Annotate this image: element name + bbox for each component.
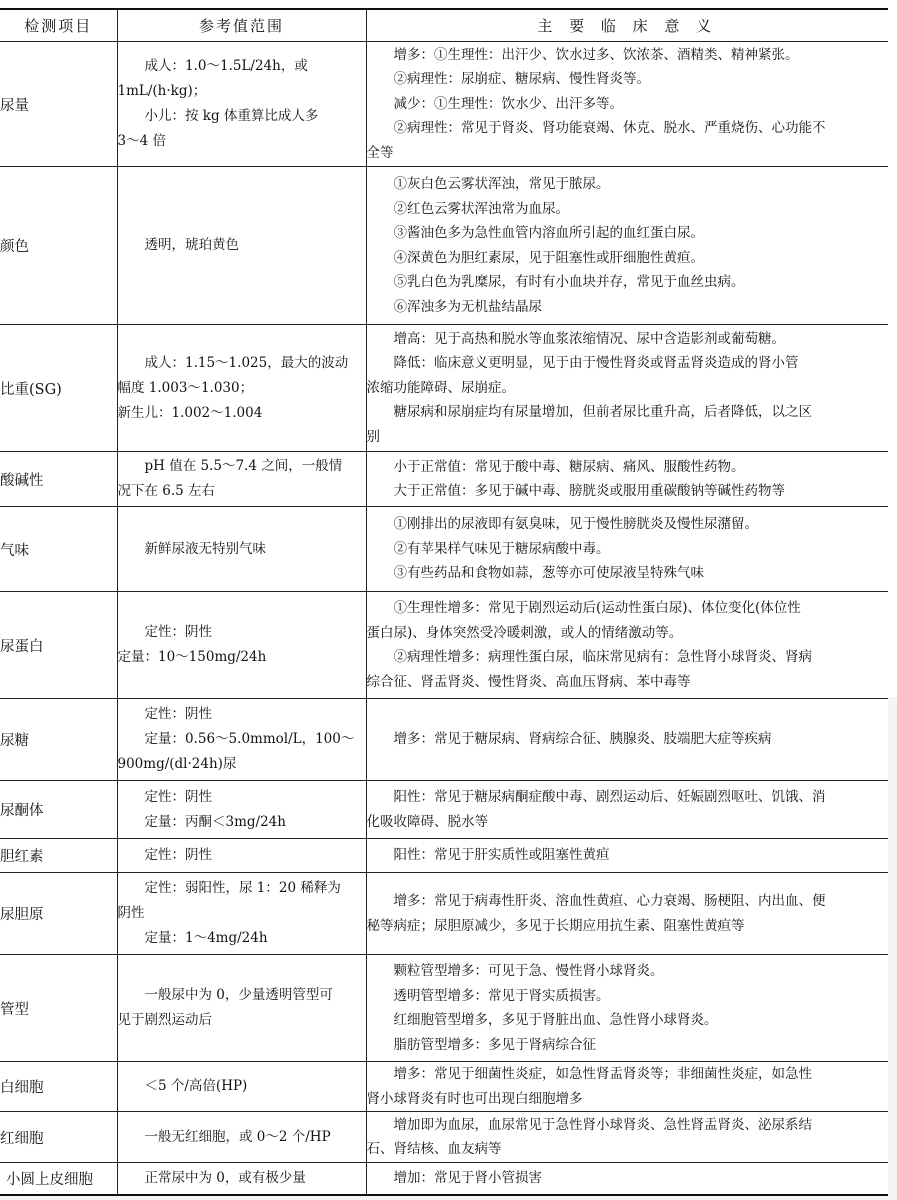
test-item: 颜色 bbox=[0, 167, 117, 325]
clinical-significance: 增多：①生理性：出汗少、饮水过多、饮浓茶、酒精类、精神紧张。 ②病理性：尿崩症、糖尿病、慢性肾炎等。 减少：①生理性：饮水少、出汗多等。 ②病理性：常见于肾炎、肾功能衰竭、休克、脱水、严重烧伤、心功能不 全等 bbox=[366, 42, 888, 167]
table-header-row bbox=[0, 9, 888, 42]
table-row bbox=[0, 955, 888, 1062]
clinical-significance: 小于正常值：常见于酸中毒、糖尿病、痛风、服酸性药物。 大于正常值：多见于碱中毒、膀胱炎或服用重碳酸钠等碱性药物等 bbox=[366, 452, 888, 507]
table-row bbox=[0, 592, 888, 699]
test-item: 气味 bbox=[0, 507, 117, 592]
reference-range: 新鲜尿液无特别气味 bbox=[117, 507, 366, 592]
test-item: 红细胞 bbox=[0, 1112, 117, 1163]
test-item: 尿胆原 bbox=[0, 873, 117, 955]
table-row bbox=[0, 699, 888, 781]
urinalysis-reference-table bbox=[0, 8, 888, 1196]
header-clinical-significance: 主 要 临 床 意 义 bbox=[366, 9, 888, 42]
reference-range: 成人：1.0～1.5L/24h，或 1mL/(h·kg)； 小儿：按 kg 体重算比成人多 3～4 倍 bbox=[117, 42, 366, 167]
test-item: 尿酮体 bbox=[0, 781, 117, 839]
reference-range: 定性：弱阳性，尿 1：20 稀释为 阴性 定量：1～4mg/24h bbox=[117, 873, 366, 955]
clinical-significance: 阳性：常见于糖尿病酮症酸中毒、剧烈运动后、妊娠剧烈呕吐、饥饿、消 化吸收障碍、脱水等 bbox=[366, 781, 888, 839]
table-row bbox=[0, 452, 888, 507]
reference-range: 正常尿中为 0，或有极少量 bbox=[117, 1163, 366, 1195]
test-item: 尿糖 bbox=[0, 699, 117, 781]
test-item: 白细胞 bbox=[0, 1062, 117, 1112]
table-row bbox=[0, 873, 888, 955]
reference-range: 透明，琥珀黄色 bbox=[117, 167, 366, 325]
clinical-significance: 增多：常见于细菌性炎症，如急性肾盂肾炎等；非细菌性炎症，如急性 肾小球肾炎有时也可出现白细胞增多 bbox=[366, 1062, 888, 1112]
test-item: 尿量 bbox=[0, 42, 117, 167]
clinical-significance: 增多：常见于糖尿病、肾病综合征、胰腺炎、肢端肥大症等疾病 bbox=[366, 699, 888, 781]
reference-range: ＜5 个/高倍(HP) bbox=[117, 1062, 366, 1112]
clinical-significance: 增加即为血尿，血尿常见于急性肾小球肾炎、急性肾盂肾炎、泌尿系结 石、肾结核、血友病等 bbox=[366, 1112, 888, 1163]
clinical-significance: ①灰白色云雾状浑浊，常见于脓尿。 ②红色云雾状浑浊常为血尿。 ③酱油色多为急性血管内溶血所引起的血红蛋白尿。 ④深黄色为胆红素尿，见于阻塞性或肝细胞性黄疸。 ⑤乳白色为乳糜尿，有时有小血块并存，常见于血丝虫病。 ⑥浑浊多为无机盐结晶尿 bbox=[366, 167, 888, 325]
reference-range: pH 值在 5.5～7.4 之间，一般情 况下在 6.5 左右 bbox=[117, 452, 366, 507]
table-row bbox=[0, 507, 888, 592]
header-test-item: 检测项目 bbox=[0, 9, 117, 42]
table-row bbox=[0, 325, 888, 452]
test-item: 比重(SG) bbox=[0, 325, 117, 452]
clinical-significance: 增加：常见于肾小管损害 bbox=[366, 1163, 888, 1195]
table-row bbox=[0, 839, 888, 873]
table-row bbox=[0, 1112, 888, 1163]
table-row bbox=[0, 1163, 888, 1195]
clinical-significance: ①生理性增多：常见于剧烈运动后(运动性蛋白尿)、体位变化(体位性 蛋白尿)、身体突然受冷暖刺激，或人的情绪激动等。 ②病理性增多：病理性蛋白尿，临床常见病有：急性肾小球肾炎、肾病 综合征、肾盂肾炎、慢性肾炎、高血压肾病、苯中毒等 bbox=[366, 592, 888, 699]
reference-range: 成人：1.15～1.025，最大的波动 幅度 1.003～1.030； 新生儿：1.002～1.004 bbox=[117, 325, 366, 452]
test-item: 尿蛋白 bbox=[0, 592, 117, 699]
test-item: 酸碱性 bbox=[0, 452, 117, 507]
clinical-significance: 颗粒管型增多：可见于急、慢性肾小球肾炎。 透明管型增多：常见于肾实质损害。 红细胞管型增多，多见于肾脏出血、急性肾小球肾炎。 脂肪管型增多：多见于肾病综合征 bbox=[366, 955, 888, 1062]
table-row bbox=[0, 1062, 888, 1112]
reference-range: 定性：阴性 定量：丙酮＜3mg/24h bbox=[117, 781, 366, 839]
test-item: 小圆上皮细胞 bbox=[0, 1163, 117, 1195]
clinical-significance: ①刚排出的尿液即有氨臭味，见于慢性膀胱炎及慢性尿潴留。 ②有苹果样气味见于糖尿病酸中毒。 ③有些药品和食物如蒜，葱等亦可使尿液呈特殊气味 bbox=[366, 507, 888, 592]
clinical-significance: 增高：见于高热和脱水等血浆浓缩情况、尿中含造影剂或葡萄糖。 降低：临床意义更明显，见于由于慢性肾炎或肾盂肾炎造成的肾小管 浓缩功能障碍、尿崩症。 糖尿病和尿崩症均有尿量增加，但前者尿比重升高，后者降低，以之区 别 bbox=[366, 325, 888, 452]
reference-range: 一般尿中为 0，少量透明管型可 见于剧烈运动后 bbox=[117, 955, 366, 1062]
table-row bbox=[0, 167, 888, 325]
header-reference-range: 参考值范围 bbox=[117, 9, 366, 42]
reference-range: 定性：阴性 定量：0.56～5.0mmol/L，100～ 900mg/(dl·24h)尿 bbox=[117, 699, 366, 781]
clinical-significance: 增多：常见于病毒性肝炎、溶血性黄疸、心力衰竭、肠梗阻、内出血、便 秘等病症；尿胆原减少，多见于长期应用抗生素、阻塞性黄疸等 bbox=[366, 873, 888, 955]
test-item: 管型 bbox=[0, 955, 117, 1062]
reference-range: 定性：阴性 bbox=[117, 839, 366, 873]
table-row bbox=[0, 42, 888, 167]
reference-range: 定性：阴性 定量：10～150mg/24h bbox=[117, 592, 366, 699]
test-item: 胆红素 bbox=[0, 839, 117, 873]
clinical-significance: 阳性：常见于肝实质性或阻塞性黄疸 bbox=[366, 839, 888, 873]
reference-range: 一般无红细胞，或 0～2 个/HP bbox=[117, 1112, 366, 1163]
table-row bbox=[0, 781, 888, 839]
